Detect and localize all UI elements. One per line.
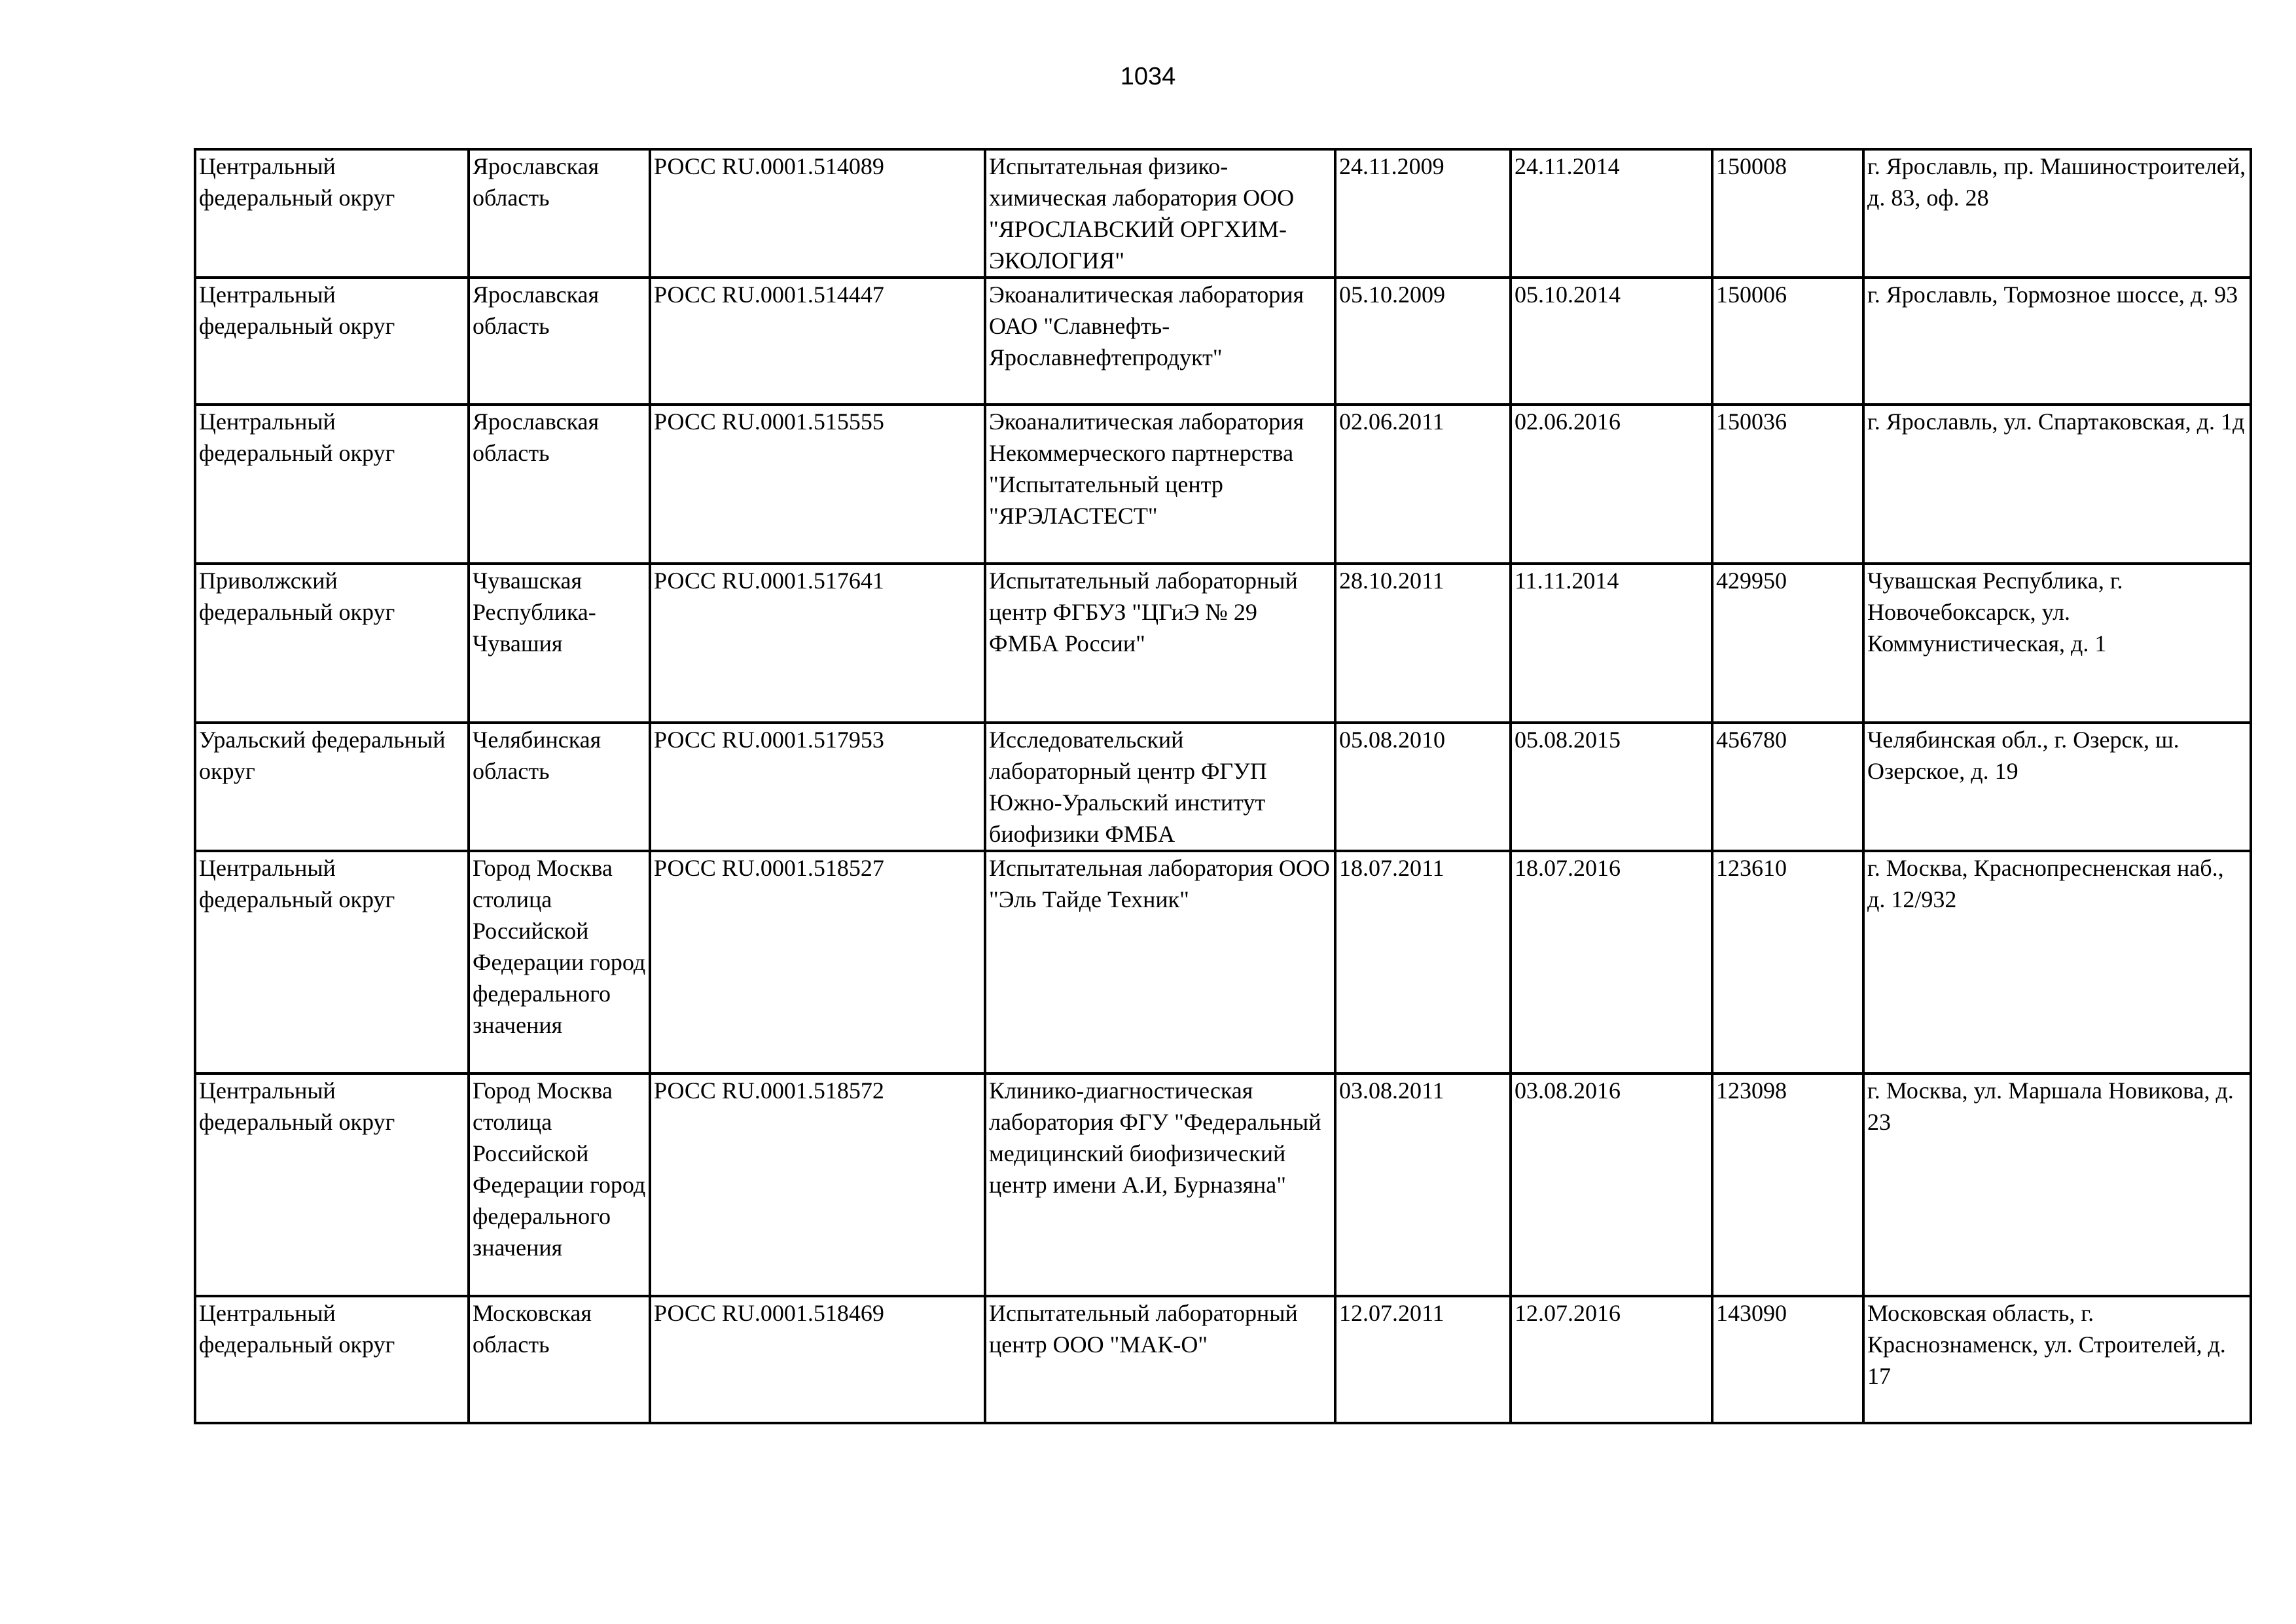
address-cell: г. Москва, Краснопресненская наб., д. 12/932 (1863, 851, 2251, 1074)
table-row (195, 723, 2251, 851)
laboratory-registry-table (194, 148, 2252, 1424)
date-to-cell: 12.07.2016 (1511, 1296, 1712, 1423)
laboratory-cell: Клинико-диагностическая лаборатория ФГУ "Федеральный медицинский биофизический центр имени А.И, Бурназяна" (985, 1074, 1335, 1296)
date-from-cell: 05.08.2010 (1335, 723, 1511, 851)
reg-number-cell: РОСС RU.0001.514447 (650, 278, 985, 405)
date-to-cell: 03.08.2016 (1511, 1074, 1712, 1296)
region-cell: Город Москва столица Российской Федерации город федерального значения (469, 851, 650, 1074)
table-row (195, 851, 2251, 1074)
table-row (195, 564, 2251, 723)
address-cell: Челябинская обл., г. Озерск, ш. Озерское, д. 19 (1863, 723, 2251, 851)
region-cell: Город Москва столица Российской Федерации город федерального значения (469, 1074, 650, 1296)
region-cell: Челябинская область (469, 723, 650, 851)
address-cell: г. Ярославль, ул. Спартаковская, д. 1д (1863, 405, 2251, 564)
date-to-cell: 24.11.2014 (1511, 149, 1712, 278)
address-cell: г. Ярославль, пр. Машиностроителей, д. 83, оф. 28 (1863, 149, 2251, 278)
reg-number-cell: РОСС RU.0001.515555 (650, 405, 985, 564)
address-cell: Московская область, г. Краснознаменск, ул. Строителей, д. 17 (1863, 1296, 2251, 1423)
district-cell: Центральный федеральный округ (195, 851, 469, 1074)
date-to-cell: 05.08.2015 (1511, 723, 1712, 851)
table-row (195, 1074, 2251, 1296)
laboratory-cell: Испытательная физико-химическая лаборатория ООО "ЯРОСЛАВСКИЙ ОРГХИМ-ЭКОЛОГИЯ" (985, 149, 1335, 278)
district-cell: Уральский федеральный округ (195, 723, 469, 851)
date-from-cell: 02.06.2011 (1335, 405, 1511, 564)
district-cell: Центральный федеральный округ (195, 1074, 469, 1296)
postcode-cell: 143090 (1712, 1296, 1863, 1423)
date-from-cell: 03.08.2011 (1335, 1074, 1511, 1296)
laboratory-cell: Исследовательский лабораторный центр ФГУП Южно-Уральский институт биофизики ФМБА (985, 723, 1335, 851)
laboratory-cell: Экоаналитическая лаборатория Некоммерческого партнерства "Испытательный центр "ЯРЭЛАСТЕСТ" (985, 405, 1335, 564)
region-cell: Ярославская область (469, 405, 650, 564)
table-row (195, 405, 2251, 564)
reg-number-cell: РОСС RU.0001.517641 (650, 564, 985, 723)
postcode-cell: 123098 (1712, 1074, 1863, 1296)
date-from-cell: 18.07.2011 (1335, 851, 1511, 1074)
date-from-cell: 28.10.2011 (1335, 564, 1511, 723)
district-cell: Центральный федеральный округ (195, 149, 469, 278)
postcode-cell: 150008 (1712, 149, 1863, 278)
date-from-cell: 24.11.2009 (1335, 149, 1511, 278)
laboratory-cell: Испытательный лабораторный центр ООО "МАК-О" (985, 1296, 1335, 1423)
table-row (195, 278, 2251, 405)
date-from-cell: 05.10.2009 (1335, 278, 1511, 405)
postcode-cell: 150036 (1712, 405, 1863, 564)
postcode-cell: 429950 (1712, 564, 1863, 723)
region-cell: Чувашская Республика-Чувашия (469, 564, 650, 723)
address-cell: г. Ярославль, Тормозное шоссе, д. 93 (1863, 278, 2251, 405)
district-cell: Центральный федеральный округ (195, 1296, 469, 1423)
date-to-cell: 11.11.2014 (1511, 564, 1712, 723)
date-to-cell: 05.10.2014 (1511, 278, 1712, 405)
reg-number-cell: РОСС RU.0001.514089 (650, 149, 985, 278)
reg-number-cell: РОСС RU.0001.518469 (650, 1296, 985, 1423)
date-from-cell: 12.07.2011 (1335, 1296, 1511, 1423)
address-cell: г. Москва, ул. Маршала Новикова, д. 23 (1863, 1074, 2251, 1296)
table-row (195, 1296, 2251, 1423)
table-row (195, 149, 2251, 278)
postcode-cell: 123610 (1712, 851, 1863, 1074)
district-cell: Центральный федеральный округ (195, 405, 469, 564)
date-to-cell: 18.07.2016 (1511, 851, 1712, 1074)
laboratory-cell: Испытательная лаборатория ООО "Эль Тайде Техник" (985, 851, 1335, 1074)
region-cell: Московская область (469, 1296, 650, 1423)
date-to-cell: 02.06.2016 (1511, 405, 1712, 564)
reg-number-cell: РОСС RU.0001.517953 (650, 723, 985, 851)
district-cell: Центральный федеральный округ (195, 278, 469, 405)
reg-number-cell: РОСС RU.0001.518572 (650, 1074, 985, 1296)
reg-number-cell: РОСС RU.0001.518527 (650, 851, 985, 1074)
postcode-cell: 150006 (1712, 278, 1863, 405)
district-cell: Приволжский федеральный округ (195, 564, 469, 723)
postcode-cell: 456780 (1712, 723, 1863, 851)
address-cell: Чувашская Республика, г. Новочебоксарск, ул. Коммунистическая, д. 1 (1863, 564, 2251, 723)
laboratory-cell: Экоаналитическая лаборатория ОАО "Славнефть-Ярославнефтепродукт" (985, 278, 1335, 405)
region-cell: Ярославская область (469, 149, 650, 278)
page-number: 1034 (1120, 63, 1176, 90)
laboratory-cell: Испытательный лабораторный центр ФГБУЗ "ЦГиЭ № 29 ФМБА России" (985, 564, 1335, 723)
region-cell: Ярославская область (469, 278, 650, 405)
